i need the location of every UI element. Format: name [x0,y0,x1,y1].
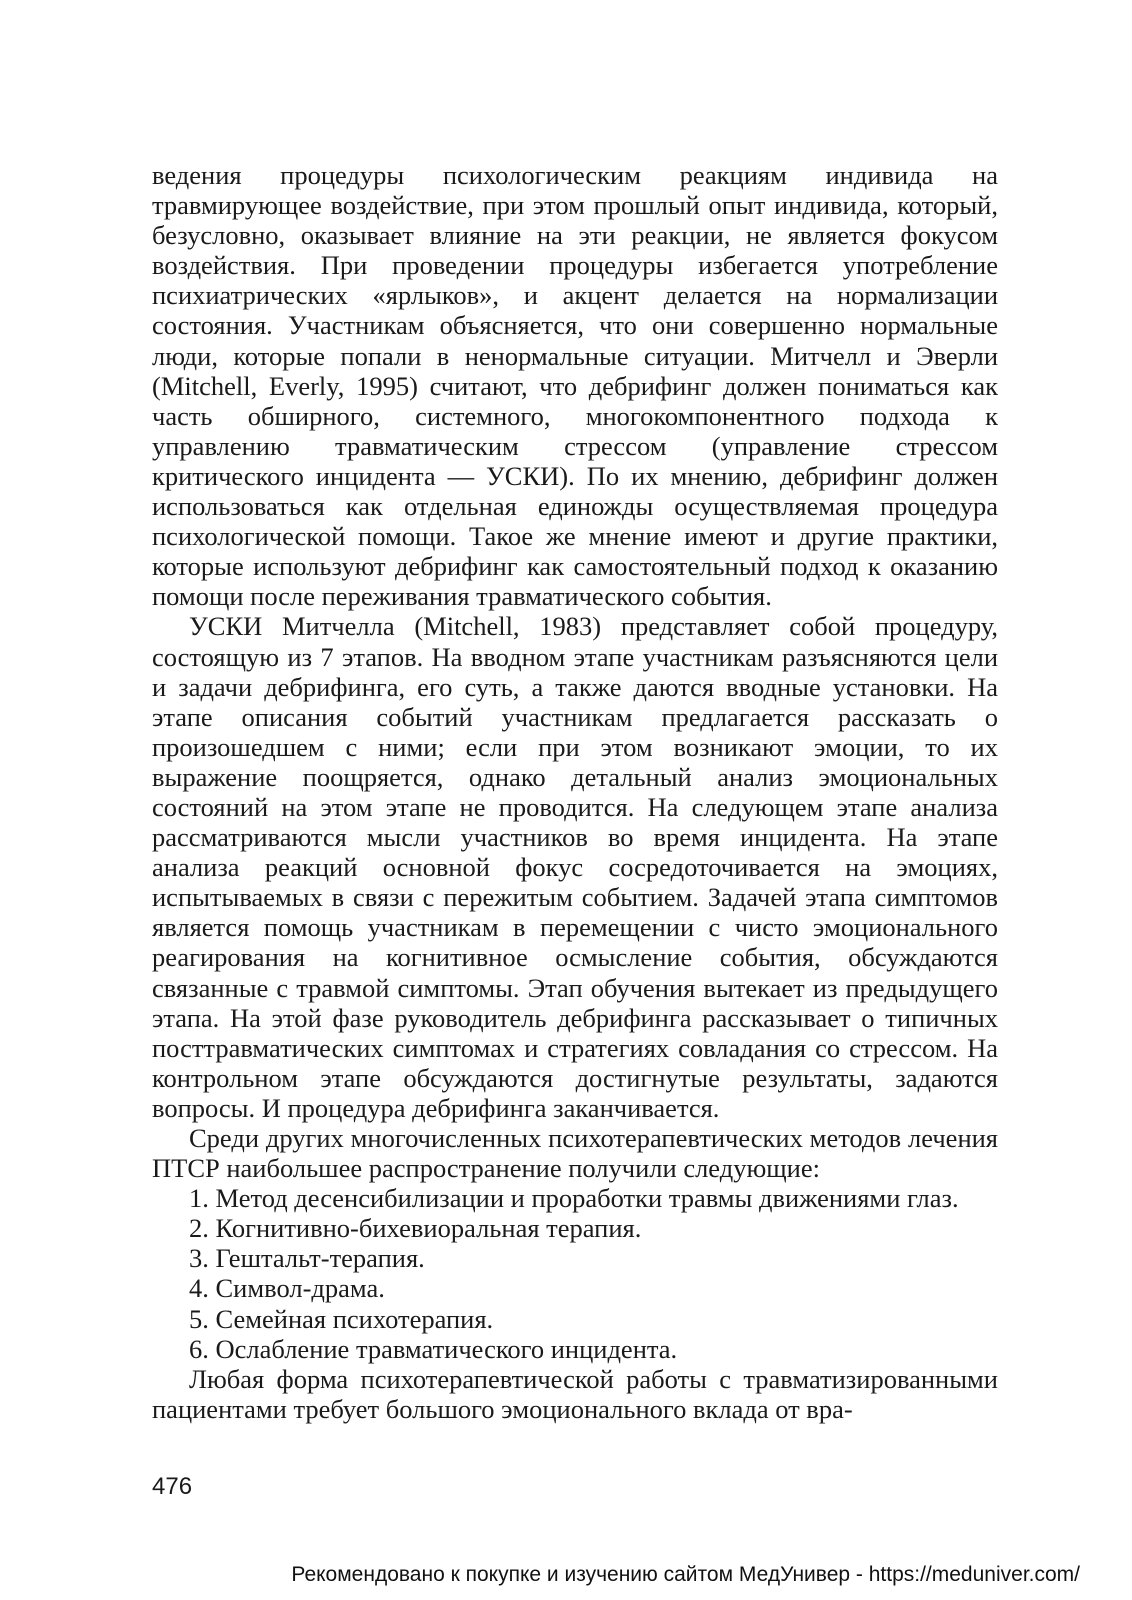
list-item-1: 1. Метод десенсибилизации и проработки травмы движениями глаз. [189,1183,959,1214]
paragraph-4: Любая форма психотерапевтической работы с травматизированными пациентами требует большого эмоционального вклада от вра- [152,1363,998,1424]
list-item-6: 6. Ослабление травматического инцидента. [189,1333,678,1364]
list-item-2: 2. Когнитивно-бихевиоральная терапия. [189,1213,642,1244]
main-text [152,160,998,1424]
list-item-3: 3. Гештальт-терапия. [189,1243,425,1274]
paragraph-3: Среди других многочисленных психотерапевтических методов лечения ПТСР наибольшее распространение получили следующие: [152,1123,998,1184]
list-item-5: 5. Семейная психотерапия. [189,1303,494,1334]
list-item-4: 4. Символ-драма. [189,1273,385,1304]
page-number: 476 [152,1473,193,1500]
paragraph-2: УСКИ Митчелла (Mitchell, 1983) представляет собой процедуру, состоящую из 7 этапов. На вводном этапе участникам разъясняются цели и задачи дебрифинга, его суть, а также даются вводные установки. На этапе описания событий участникам предлагается рассказать о произошедшем с ними; если при этом возникают эмоции, то их выражение поощряется, однако детальный анализ эмоциональных состояний на этом этапе не проводится. На следующем этапе анализа рассматриваются мысли участников во время инцидента. На этапе анализа реакций основной фокус сосредоточивается на эмоциях, испытываемых в связи с пережитым событием. Задачей этапа симптомов является помощь участникам в перемещении с чисто эмоционального реагирования на когнитивное осмысление события, обсуждаются связанные с травмой симптомы. Этап обучения вытекает из предыдущего этапа. На этой фазе руководитель дебрифинга рассказывает о типичных посттравматических симптомах и стратегиях совладания со стрессом. На контрольном этапе обсуждаются достигнутые результаты, задаются вопросы. И процедура дебрифинга заканчивается. [152,611,998,1123]
paragraph-1: ведения процедуры психологическим реакциям индивида на травмирующее воздействие, при этом прошлый опыт индивида, который, безусловно, оказывает влияние на эти реакции, не является фокусом воздействия. При проведении процедуры избегается употребление психиатрических «ярлыков», и акцент делается на нормализации состояния. Участникам объясняется, что они совершенно нормальные люди, которые попали в ненормальные ситуации. Митчелл и Эверли (Mitchell, Everly, 1995) считают, что дебрифинг должен пониматься как часть обширного, системного, многокомпонентного подхода к управлению травматическим стрессом (управление стрессом критического инцидента — УСКИ). По их мнению, дебрифинг должен использоваться как отдельная единожды осуществляемая процедура психологической помощи. Такое же мнение имеют и другие практики, которые используют дебрифинг как самостоятельный подход к оказанию помощи после переживания травматического события. [152,160,998,612]
footer-note: Рекомендовано к покупке и изучению сайтом МедУнивер - https://meduniver.com/ [291,1563,1080,1586]
